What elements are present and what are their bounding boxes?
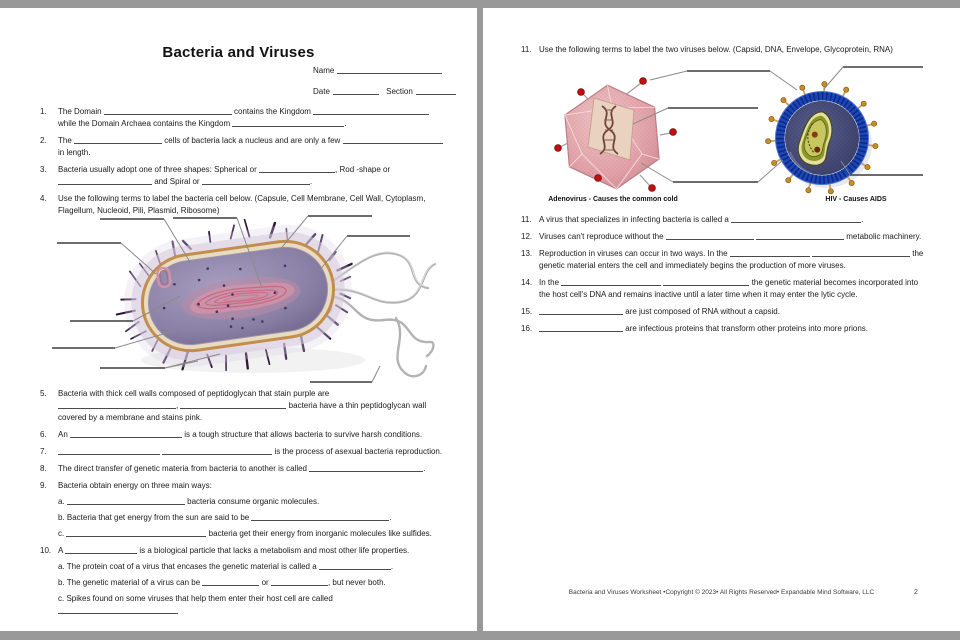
ribosome-dot [216, 310, 219, 313]
bacteria-cell-diagram [28, 208, 472, 386]
question-text: the genetic material becomes incorporated into the host cell's DNA and remains inactive until a later time when it may enter the lytic cycle. [539, 278, 919, 299]
questions-1-4 [40, 106, 446, 222]
name-label: Name [313, 66, 335, 75]
adenovirus-illustration [555, 78, 677, 192]
question-row [40, 545, 446, 617]
question-row [40, 388, 446, 424]
blank-line [202, 176, 313, 186]
question-number: 8. [40, 464, 47, 473]
question-text: in length. [58, 148, 91, 157]
questions-5-10 [40, 388, 446, 622]
spike-knob [873, 144, 878, 149]
ribosome-dot [284, 307, 287, 310]
question-subitem [58, 496, 446, 508]
question-body [58, 388, 446, 424]
question-text: c. Spikes found on some viruses that help them enter their host cell are called [58, 594, 333, 603]
ribosome-dot [231, 317, 234, 320]
question-text: Reproduction in viruses can occur in two ways. In the [539, 249, 730, 258]
question-text: . [309, 177, 313, 186]
question-text: or [259, 578, 271, 587]
question-text: The [58, 136, 75, 145]
ribosome-dot [173, 283, 176, 286]
question-text: Bacteria usually adopt one of three shapes: Spherical or [58, 165, 260, 174]
ribosome-dot [274, 291, 277, 294]
question-11-instruction [521, 44, 928, 61]
question-text: contains the Kingdom [231, 107, 314, 116]
question-body [58, 480, 446, 540]
date-label: Date [313, 87, 330, 96]
question-text: A virus that specializes in infecting bacteria is called a [539, 215, 732, 224]
question-text: b. Bacteria that get energy from the sun are said to be [58, 513, 252, 522]
question-body [539, 231, 928, 243]
virus-diagrams [520, 60, 940, 195]
question-number: 16. [521, 324, 533, 333]
ribosome-dot [163, 307, 166, 310]
question-row [40, 463, 446, 475]
blank-line [539, 323, 623, 332]
question-text: bacteria have a thin peptidoglycan wall covered by a membrane and stains pink. [58, 401, 427, 422]
question-number: 11. [521, 45, 532, 54]
blank-line [58, 400, 176, 409]
question-number: 1. [40, 107, 47, 116]
question-row [521, 248, 928, 272]
spike-knob [786, 178, 791, 183]
question-number: 5. [40, 389, 47, 398]
page-number: 2 [914, 589, 918, 596]
question-text: . [861, 215, 864, 224]
blank-line [67, 496, 185, 505]
blank-line [756, 231, 844, 240]
blank-line [539, 306, 623, 315]
ribosome-dot [252, 318, 255, 321]
section-blank [416, 86, 456, 95]
spike-knob [769, 116, 774, 121]
name-row [313, 65, 456, 75]
blank-line [666, 231, 754, 240]
question-subitem [58, 561, 446, 573]
question-body [58, 463, 446, 475]
question-body [539, 248, 928, 272]
question-text: is the process of asexual bacteria reproduction. [272, 447, 443, 456]
questions-11-16 [521, 214, 928, 340]
question-number: 15. [521, 307, 533, 316]
question-text: , [176, 401, 181, 410]
ribosome-dot [241, 327, 244, 330]
question-number: 7. [40, 447, 47, 456]
question-number: 4. [40, 194, 47, 203]
question-body [539, 44, 928, 56]
spike-knob [781, 98, 786, 103]
question-text: b. The genetic material of a virus can be [58, 578, 203, 587]
spike-knob [800, 85, 805, 90]
question-text: The Domain [58, 107, 104, 116]
question-text: . [423, 464, 426, 473]
question-body [58, 429, 446, 441]
blank-line [313, 106, 429, 115]
question-row [521, 44, 928, 56]
blank-line [162, 446, 272, 455]
adenovirus-caption: Adenovirus - Causes the common cold [548, 196, 678, 203]
question-body [58, 135, 446, 159]
question-body [539, 214, 928, 226]
question-subitem [58, 577, 446, 589]
question-number: 13. [521, 249, 533, 258]
spike-knob [872, 121, 877, 126]
question-body [58, 446, 446, 458]
question-text: The direct transfer of genetic materia from bacteria to another is called [58, 464, 310, 473]
question-number: 6. [40, 430, 47, 439]
hiv-caption: HIV - Causes AIDS [825, 196, 887, 203]
question-row [521, 277, 928, 301]
blank-line [180, 400, 286, 409]
question-number: 2. [40, 136, 47, 145]
spike-knob [766, 139, 771, 144]
question-text: cells of bacteria lack a nucleus and are only a few [162, 136, 343, 145]
question-text: Viruses can't reproduce without the [539, 232, 666, 241]
blank-line [343, 135, 443, 144]
blank-line [70, 429, 182, 438]
question-text: . [389, 513, 392, 522]
question-subitem [58, 512, 446, 524]
question-text: while the Domain Archaea contains the Kingdom [58, 119, 233, 128]
blank-line [58, 176, 152, 185]
spike-knob [861, 101, 866, 106]
ribosome-dot [239, 268, 242, 271]
section-label: Section [386, 87, 413, 96]
question-row [40, 480, 446, 540]
question-row [40, 164, 446, 188]
page-2 [483, 8, 960, 631]
question-text: A [58, 546, 66, 555]
question-text: Use the following terms to label the two viruses below. (Capsid, DNA, Envelope, Glycoprotein, RNA) [539, 45, 893, 54]
ribosome-dot [231, 293, 234, 296]
question-text: bacteria consume organic molecules. [184, 497, 320, 506]
blank-line [66, 528, 206, 537]
question-text: metabolic machinery. [844, 232, 922, 241]
question-row [40, 135, 446, 159]
question-text: Bacteria with thick cell walls composed of peptidoglycan that stain purple are [58, 389, 330, 398]
student-info-fields [313, 65, 456, 107]
question-row [40, 446, 446, 458]
ribosome-dot [227, 305, 230, 308]
blank-line [58, 446, 160, 455]
question-text: An [58, 430, 71, 439]
spike-knob [828, 189, 833, 194]
ribosome-dot [284, 265, 287, 268]
question-row [521, 231, 928, 243]
date-section-row [313, 86, 456, 96]
question-text: a. The protein coat of a virus that encases the genetic material is called a [58, 562, 319, 571]
question-number: 9. [40, 481, 47, 490]
spike-knob [806, 188, 811, 193]
bacteria-cell-svg [28, 208, 472, 386]
question-text: , Rod -shape or [335, 165, 391, 174]
blank-line [259, 164, 335, 173]
question-text: is a tough structure that allows bacteria to survive harsh conditions. [182, 430, 423, 439]
question-body [58, 164, 446, 188]
question-row [521, 214, 928, 226]
footer-text: Bacteria and Viruses Worksheet •Copyright © 2023• All Rights Reserved• Expandable Mind Software, LLC [568, 589, 875, 596]
question-number: 12. [521, 232, 533, 241]
question-body [539, 323, 928, 335]
question-text: Bacteria obtain energy on three main ways: [58, 481, 212, 490]
page-footer [483, 589, 960, 596]
question-text: are just composed of RNA without a capsid. [623, 307, 780, 316]
blank-line [202, 577, 259, 586]
blank-line [319, 561, 394, 571]
question-text: In the [539, 278, 562, 287]
question-text: are infectious proteins that transform other proteins into more prions. [623, 324, 869, 333]
question-body [539, 306, 928, 318]
blank-line [74, 135, 162, 144]
spike-knob [844, 87, 849, 92]
ribosome-dot [223, 284, 226, 287]
blank-line [663, 277, 749, 286]
blank-line [731, 214, 864, 224]
question-number: 10. [40, 546, 52, 555]
question-text: and Spiral or [152, 177, 202, 186]
question-text: Use the following terms to label the bacteria cell below. (Capsule, Cell Membrane, Cell Wall, Cytoplasm, Flagellum, Nucleoid, Pili, Plasmid, Ribosome) [58, 194, 426, 215]
question-text: c. [58, 529, 67, 538]
blank-line [58, 605, 178, 614]
blank-line [271, 577, 328, 586]
hiv-illustration [766, 82, 879, 194]
blank-line [309, 463, 426, 473]
blank-line [251, 512, 392, 522]
blank-line [812, 248, 910, 257]
worksheet-title: Bacteria and Viruses [162, 44, 315, 61]
spike-knob [772, 160, 777, 165]
name-blank [337, 65, 442, 74]
question-number: 14. [521, 278, 533, 287]
question-text: is a biological particle that lacks a metabolism and most other life properties. [137, 546, 410, 555]
question-row [40, 429, 446, 441]
ribosome-dot [197, 303, 200, 306]
question-row [40, 106, 446, 130]
ribosome-dot [230, 325, 233, 328]
blank-line [730, 248, 810, 257]
question-subitem [58, 593, 446, 617]
question-body [58, 106, 446, 130]
spike-knob [849, 181, 854, 186]
question-number: 11. [521, 215, 532, 224]
question-text: bacteria get their energy from inorganic molecules like sulfides. [206, 529, 432, 538]
virus-diagrams-svg [520, 60, 940, 195]
question-row [521, 306, 928, 318]
question-body [539, 277, 928, 301]
date-blank [333, 86, 379, 95]
ribosome-dot [198, 279, 201, 282]
question-row [521, 323, 928, 335]
question-text: . [390, 562, 394, 571]
ribosome-dot [261, 320, 264, 323]
blank-line [65, 545, 137, 554]
blank-line [232, 118, 347, 128]
ribosome-dot [206, 267, 209, 270]
question-body [58, 545, 446, 617]
page-1 [0, 8, 477, 631]
question-number: 3. [40, 165, 47, 174]
question-text: a. [58, 497, 67, 506]
question-text: . [344, 119, 347, 128]
blank-line [104, 106, 232, 115]
question-subitem [58, 528, 446, 540]
question-text: the genetic material enters the cell and immediately begins the production of more viruses. [539, 249, 924, 270]
spike-knob [865, 165, 870, 170]
blank-line [561, 277, 661, 286]
question-text: , but never both. [327, 578, 386, 587]
